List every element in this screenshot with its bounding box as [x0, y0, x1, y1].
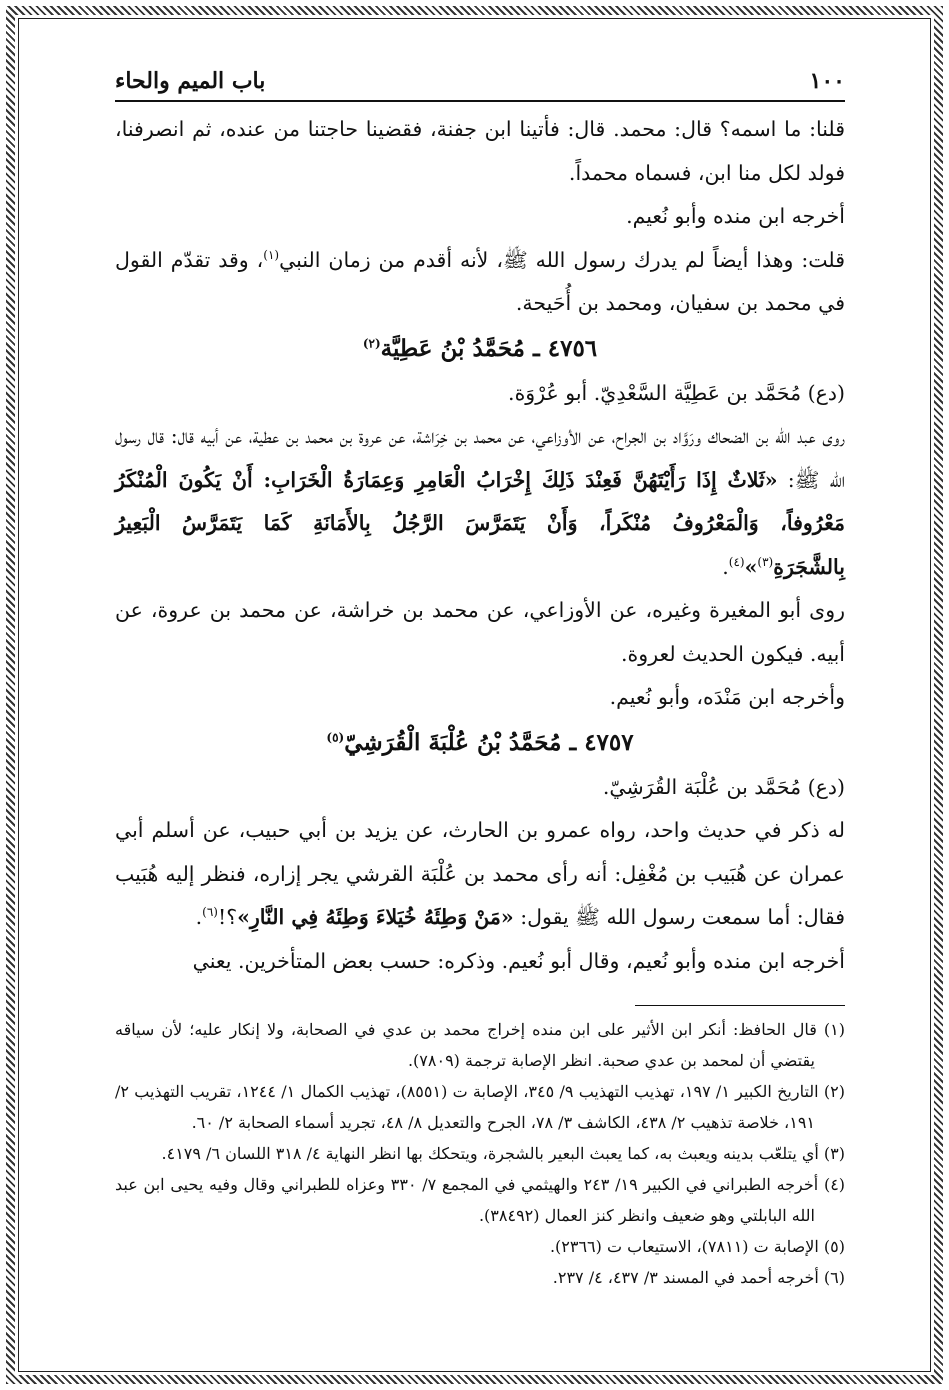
footnote: (٥) الإصابة ت (٧٨١١)، الاستيعاب ت (٢٣٦٦). [549, 1237, 845, 1256]
footnote: (٢) التاريخ الكبير ١/ ١٩٧، تهذيب التهذيب ٩/ ٣٤٥، الإصابة ت (٨٥٥١)، تهذيب الكمال ١/ ١٢٤٤، تقريب التهذيب ٢/ ١٩١، خلاصة تذهيب ٢/ ٤٣٨، الكاشف ٣/ ٧٨، الجرح والتعديل ٨/ ٤٨، تجريد أسماء الصحابة ٢/ ٦٠. [115, 1082, 845, 1132]
footnote-ref: (٣) [757, 554, 774, 569]
entry-title-text: ٤٧٥٦ ـ مُحَمَّدُ بْنُ عَطِيَّة [380, 334, 598, 362]
entry-title-text: ٤٧٥٧ ـ مُحَمَّدُ بْنُ عُلْبَةَ الْقُرَشِيّ [344, 728, 634, 756]
entry-title [115, 326, 845, 372]
paragraph-end: . [195, 905, 203, 929]
main-text [115, 108, 845, 983]
hadith-text: «ثَلاثٌ إِذَا رَأَيْتَهُنَّ فَعِنْدَ ذَلِكَ إِخْرَابُ الْعَامِرِ وَعِمَارَةُ الْخَرَابِ: أَنْ يَكُونَ الْمُنْكَرُ مَعْرُوفاً، وَالْمَعْرُوفُ مُنْكَراً، وَأَنْ يَتَمَرَّسَ الرَّجُلُ بِالأَمَانَةِ كَمَا يَتَمَرَّسُ الْبَعِيرُ بِالشَّجَرَةِ [115, 467, 845, 579]
footnote: (١) قال الحافظ: أنكر ابن الأثير على ابن منده إخراج محمد بن عدي في الصحابة، ولا إنكار عليه؛ لأن سياقه يقتضي أن لمحمد بن عدي صحبة. انظر الإصابة ترجمة (٧٨٠٩). [115, 1020, 845, 1070]
chapter-title: باب الميم والحاء [115, 68, 266, 94]
paragraph-end: . [722, 554, 729, 579]
paragraph-text: ، وقد تقدّم القول في محمد بن سفيان، ومحمد بن أُحَيحة. [115, 247, 845, 315]
footnote: (٤) أخرجه الطبراني في الكبير ١٩/ ٢٤٣ والهيثمي في المجمع ٧/ ٣٣٠ وعزاه للطبراني وقال وفيه يحيى ابن عبد الله البابلتي وهو ضعيف وانظر كنز العمال (٣٨٤٩٢). [115, 1175, 846, 1225]
footnote-ref: (٥) [326, 729, 345, 744]
footnote-ref: (٢) [362, 335, 381, 350]
running-header [115, 68, 845, 102]
footnote-ref: (٦) [202, 905, 218, 920]
footnote-ref: (١) [263, 247, 280, 262]
paragraph: أخرجه ابن منده وأبو نُعيم، وقال أبو نُعيم. وذكره: حسب بعض المتأخرين. يعني [192, 948, 845, 973]
paragraph: (دع) مُحَمَّد بن عَطِيَّة السَّعْدِيّ. أبو عُرْوَة. [508, 380, 845, 405]
paragraph: (دع) مُحَمَّد بن عُلْبَة القُرَشِيّ. [602, 774, 845, 799]
entry-title [115, 720, 845, 766]
paragraph-text: قلت: وهذا أيضاً لم يدرك رسول الله ﷺ، لأنه أقدم من زمان النبي [279, 247, 845, 272]
footnotes [115, 1014, 845, 1293]
footnote-ref: (٤) [728, 554, 745, 569]
paragraph [115, 415, 845, 589]
footnote-divider [635, 1005, 845, 1006]
page-number: ١٠٠ [809, 68, 845, 94]
hadith-text: «مَنْ وَطِئَهُ خُيَلاءَ وَطِئَهُ فِي النَّارِ» [237, 905, 514, 929]
paragraph: قلنا: ما اسمه؟ قال: محمد. قال: فأتينا ابن جفنة، فقضينا حاجتنا من عنده، ثم انصرفنا، فولد لكل منا ابن، فسماه محمداً. [115, 117, 845, 185]
footnote: (٣) أي يتلعّب بدينه ويعبث به، كما يعبث البعير بالشجرة، ويتحكك بها انظر النهاية ٤/ ٣١٨ اللسان ٦/ ٤١٧٩. [161, 1144, 845, 1163]
paragraph: أخرجه ابن منده وأبو نُعيم. [626, 204, 845, 228]
paragraph [115, 239, 845, 326]
book-page [115, 68, 845, 1328]
paragraph-text: له ذكر في حديث واحد، رواه عمرو بن الحارث، عن يزيد بن أبي حبيب، عن أسلم أبي عمران عن هُبَيب بن مُغْفِل: أنه رأى محمد بن عُلْبَة القرشي يجر إزاره، فنظر إليه هُبَيب فقال: أما سمعت رسول الله ﷺ يقول: [115, 818, 845, 929]
paragraph: وأخرجه ابن مَنْدَه، وأبو نُعيم. [609, 685, 845, 709]
paragraph-text: ؟! [217, 905, 238, 929]
paragraph [115, 809, 845, 940]
paragraph-text: روى عبد الله بن الضحاك ورَوَّاد بن الجراح، عن الأوزاعي، عن محمد بن خِرَاشة، عن عروة بن محمد بن عطية، عن أبيه قال: قال رسول الله ﷺ: [115, 424, 845, 492]
paragraph: روى أبو المغيرة وغيره، عن الأوزاعي، عن محمد بن خراشة، عن محمد بن عروة، عن أبيه. فيكون الحديث لعروة. [115, 598, 845, 666]
hadith-close: » [744, 554, 758, 579]
footnote: (٦) أخرجه أحمد في المسند ٣/ ٤٣٧، ٤/ ٢٣٧. [552, 1268, 845, 1287]
